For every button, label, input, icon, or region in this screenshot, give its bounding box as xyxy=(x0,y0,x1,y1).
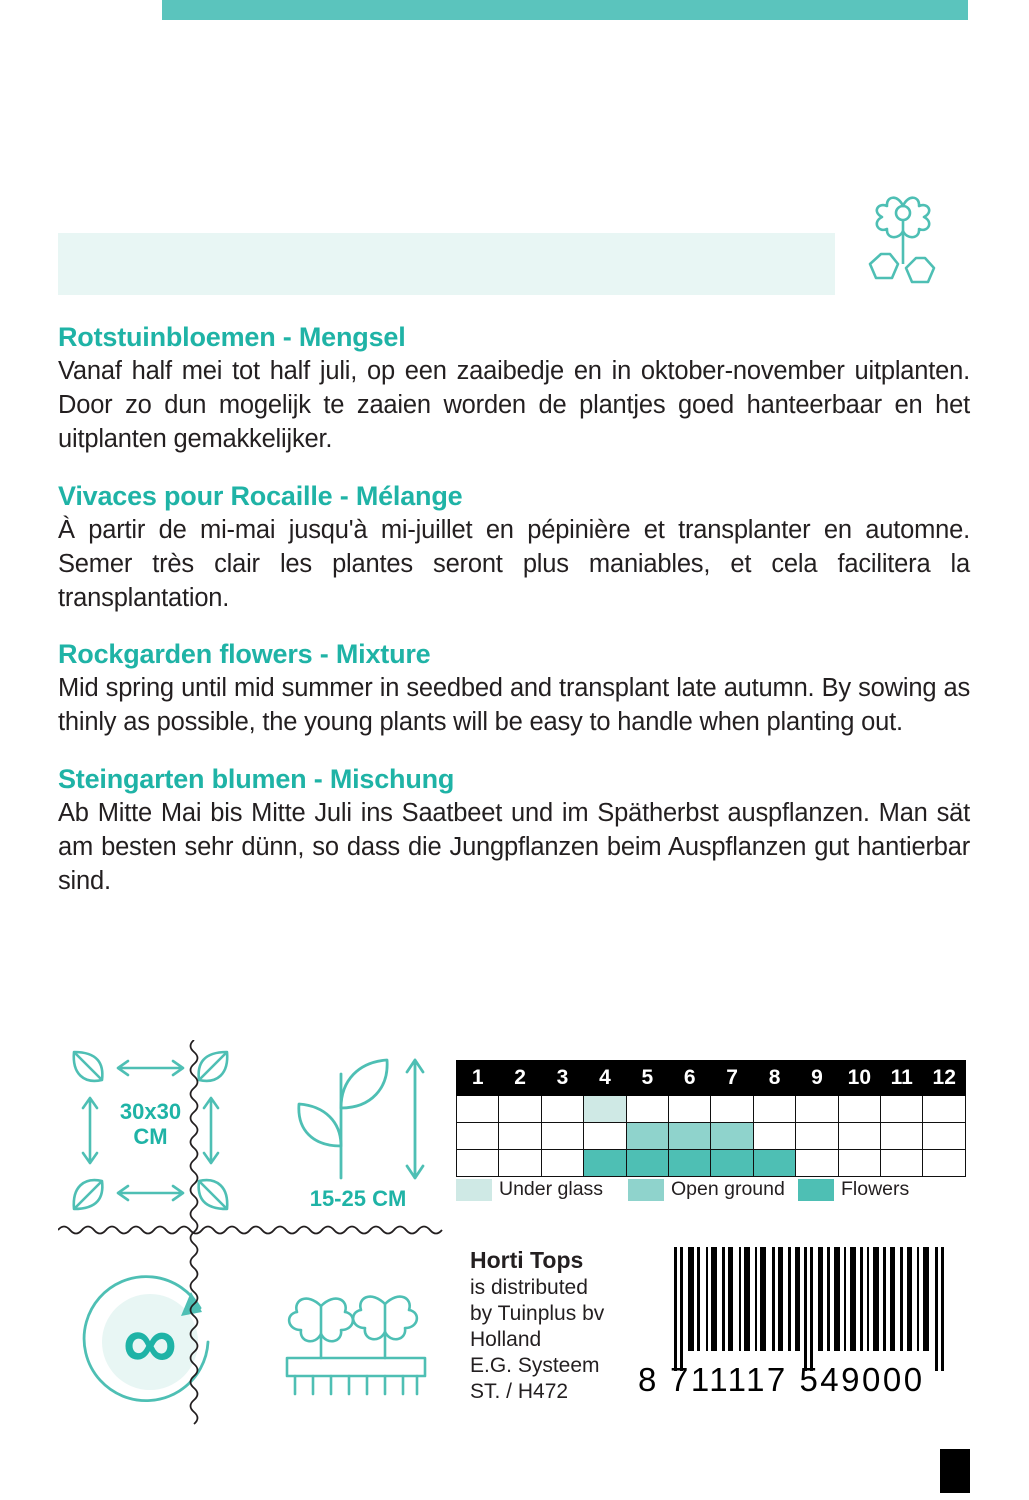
spacing-value: 30x30 xyxy=(119,1099,182,1124)
section-title-fr: Vivaces pour Rocaille - Mélange xyxy=(58,480,463,511)
calendar-row-under-glass xyxy=(457,1096,966,1123)
legend-item-flowers xyxy=(798,1178,909,1201)
legend-item-under-glass xyxy=(456,1178,603,1201)
height-label: 15-25 CM xyxy=(309,1186,407,1211)
distributor-info xyxy=(470,1246,660,1405)
section-fr xyxy=(58,481,970,616)
instructions xyxy=(58,322,970,923)
barcode-lead-digit: 8 xyxy=(638,1361,659,1398)
legend-swatch-under-glass xyxy=(456,1179,492,1201)
distributor-line: is distributed xyxy=(470,1275,588,1299)
plant-height-icon xyxy=(263,1038,448,1223)
legend-label-under-glass: Under glass xyxy=(499,1178,604,1200)
print-registration-mark xyxy=(940,1449,970,1493)
section-en xyxy=(58,639,970,740)
section-de xyxy=(58,764,970,899)
section-body-nl: Vanaf half mei tot half juli, op een zaaibedje en in oktober-november uitplanten. Door zo dun mogelijk te zaaien worden de plantjes goed hanteerbaar en het uitplanten gemakkelijker. xyxy=(58,357,970,453)
calendar-header-row xyxy=(457,1061,966,1096)
section-body-en: Mid spring until mid summer in seedbed and transplant late autumn. By sowing as thinly as possible, the young plants will be easy to handle when planting out. xyxy=(58,674,970,737)
spacing-label xyxy=(58,1100,243,1149)
month-header: 11 xyxy=(881,1061,923,1096)
calendar-row-flowers xyxy=(457,1150,966,1177)
distributor-line: E.G. Systeem xyxy=(470,1353,600,1377)
month-header: 12 xyxy=(923,1061,966,1096)
spacing-unit: CM xyxy=(133,1123,168,1149)
month-header: 7 xyxy=(711,1061,753,1096)
top-accent-bar xyxy=(162,0,968,20)
distributor-line: by Tuinplus bv xyxy=(470,1301,605,1325)
legend-item-open-ground xyxy=(628,1178,785,1201)
calendar-legend xyxy=(456,1178,968,1206)
svg-text:∞: ∞ xyxy=(122,1300,178,1385)
divider-wave-horizontal xyxy=(58,1222,448,1238)
month-header: 6 xyxy=(669,1061,711,1096)
barcode-bars xyxy=(636,1247,970,1371)
month-header: 10 xyxy=(838,1061,880,1096)
divider-wave-vertical xyxy=(186,1040,202,1428)
month-header: 3 xyxy=(541,1061,583,1096)
perennial-infinity-icon xyxy=(58,1246,243,1431)
month-header: 1 xyxy=(457,1061,499,1096)
flower-sprout-icon xyxy=(848,190,958,300)
section-nl xyxy=(58,322,970,457)
legend-swatch-open-ground xyxy=(628,1179,664,1201)
month-header: 2 xyxy=(499,1061,541,1096)
barcode xyxy=(636,1247,970,1417)
barcode-number: 711117 549000 xyxy=(670,1361,925,1398)
legend-label-flowers: Flowers xyxy=(841,1178,910,1200)
header-band xyxy=(58,233,835,295)
section-title-de: Steingarten blumen - Mischung xyxy=(58,764,455,795)
brand-name: Horti Tops xyxy=(470,1247,584,1273)
legend-swatch-flowers xyxy=(798,1179,834,1201)
calendar-body xyxy=(457,1096,966,1177)
calendar-table xyxy=(456,1060,966,1177)
distributor-line: Holland xyxy=(470,1327,542,1351)
legend-label-open-ground: Open ground xyxy=(671,1178,785,1200)
month-header: 4 xyxy=(584,1061,626,1096)
leaf-spacing-icon xyxy=(58,1038,243,1223)
month-header: 8 xyxy=(753,1061,795,1096)
section-title-en: Rockgarden flowers - Mixture xyxy=(58,639,431,670)
section-title-nl: Rotstuinbloemen - Mengsel xyxy=(58,322,406,352)
sowing-calendar xyxy=(456,1060,966,1177)
calendar-row-open-ground xyxy=(457,1123,966,1150)
section-body-de: Ab Mitte Mai bis Mitte Juli ins Saatbeet und im Spätherbst auspflanzen. Man sät am besten sehr dünn, so dass die Jungpflanzen beim Auspflanzen gut hantierbar sind. xyxy=(58,799,970,896)
month-header: 5 xyxy=(626,1061,668,1096)
section-body-fr: À partir de mi-mai jusqu'à mi-juillet en pépinière et transplanter en automne. Semer très clair les plantes seront plus maniables, et cela facilitera la transplantation. xyxy=(58,515,970,612)
distributor-line: ST. / H472 xyxy=(470,1379,569,1403)
flowerbed-icon xyxy=(263,1246,448,1431)
month-header: 9 xyxy=(796,1061,838,1096)
